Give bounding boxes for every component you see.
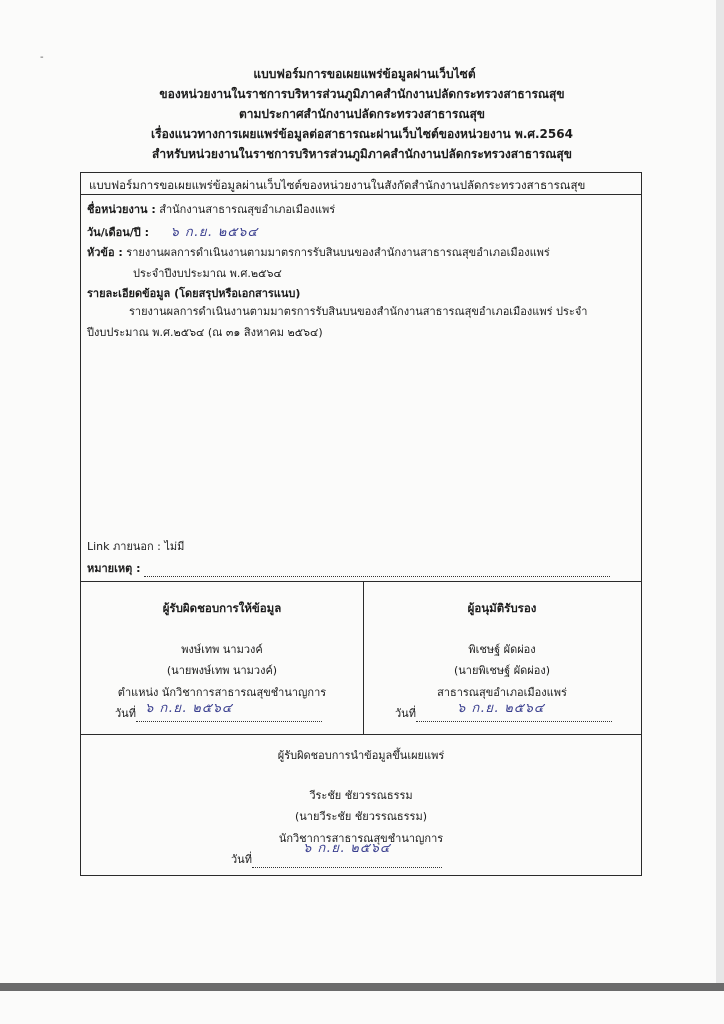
title-divider [81,194,641,195]
provider-name: พงษ์เทพ นามวงค์ [181,643,263,656]
publisher-date-handwritten: ๖ ก.ย. ๒๕๖๔ [303,841,391,856]
approver-date-label: วันที่ [395,707,416,720]
approver-title: ผู้อนุมัติรับรอง [467,601,537,615]
note-dotted-line [144,564,610,577]
header-line-4: เรื่องแนวทางการเผยแพร่ข้อมูลต่อสาธารณะผ่านเว็บไซต์ของหน่วยงาน พ.ศ.2564 [151,127,573,141]
publisher-date-label: วันที่ [231,853,252,866]
scan-right-edge [716,0,724,990]
form-title: แบบฟอร์มการขอเผยแพร่ข้อมูลผ่านเว็บไซต์ของหน่วยงานในสังกัดสำนักงานปลัดกระทรวงสาธารณสุข [89,178,586,192]
topic-row [87,243,550,261]
link-label: Link ภายนอก : [87,540,161,553]
topic-value-line-2: ประจำปีงบประมาณ พ.ศ.๒๕๖๔ [133,267,282,280]
publisher-title: ผู้รับผิดชอบการนำข้อมูลขึ้นเผยแพร่ [277,749,445,762]
provider-date-handwritten: ๖ ก.ย. ๒๕๖๔ [145,701,233,716]
publisher-name-paren: (นายวีระชัย ชัยวรรณธรรม) [294,810,428,823]
topic-value-line-1: รายงานผลการดำเนินงานตามมาตรการรับสินบนของสำนักงานสาธารณสุขอำเภอเมืองแพร่ [126,246,550,259]
header-line-3: ตามประกาศสำนักงานปลัดกระทรวงสาธารณสุข [238,107,485,121]
detail-label: รายละเอียดข้อมูล (โดยสรุปหรือเอกสารแนบ) [87,287,301,300]
approver-position: สาธารณสุขอำเภอเมืองแพร่ [437,686,567,699]
provider-position: ตำแหน่ง นักวิชาการสาธารณสุขชำนาญการ [117,686,327,699]
provider-name-paren: (นายพงษ์เทพ นามวงค์) [166,664,278,677]
stray-mark: - [40,52,44,63]
section-divider-2 [81,734,641,735]
header-line-5: สำหรับหน่วยงานในราชการบริหารส่วนภูมิภาคสำนักงานปลัดกระทรวงสาธารณสุข [152,147,572,161]
note-label: หมายเหตุ : [87,562,141,575]
publisher-position: นักวิชาการสาธารณสุขชำนาญการ [278,832,444,845]
provider-date-label: วันที่ [115,707,136,720]
approver-date-handwritten: ๖ ก.ย. ๒๕๖๔ [457,701,545,716]
approver-name-paren: (นายพิเชษฐ์ ผัดผ่อง) [453,664,551,677]
link-value: ไม่มี [164,540,185,553]
header-line-1: แบบฟอร์มการขอเผยแพร่ข้อมูลผ่านเว็บไซต์ [253,67,476,81]
link-row [87,537,184,555]
date-row [87,221,258,242]
agency-label: ชื่อหน่วยงาน : [87,203,156,216]
topic-label: หัวข้อ : [87,246,123,259]
form-frame [80,172,642,876]
approver-name: พิเชษฐ์ ผัดผ่อง [468,643,536,656]
header-line-2: ของหน่วยงานในราชการบริหารส่วนภูมิภาคสำนักงานปลัดกระทรวงสาธารณสุข [159,87,565,101]
agency-value: สำนักงานสาธารณสุขอำเภอเมืองแพร่ [159,203,336,216]
date-label: วัน/เดือน/ปี : [87,226,149,239]
agency-row [87,200,335,218]
document-header [0,64,724,164]
section-divider-1 [81,581,641,582]
publisher-name: วีระชัย ชัยวรรณธรรม [309,789,413,802]
note-row [87,559,610,577]
scan-bottom-edge [0,983,724,991]
date-value-handwritten: ๖ ก.ย. ๒๕๖๔ [170,225,259,240]
provider-title: ผู้รับผิดชอบการให้ข้อมูล [162,601,282,615]
detail-value: รายงานผลการดำเนินงานตามมาตรการรับสินบนของสำนักงานสาธารณสุขอำเภอเมืองแพร่ ประจำปีงบประมาณ พ.ศ.๒๕๖๔ (ณ ๓๑ สิงหาคม ๒๕๖๔) [87,305,588,339]
